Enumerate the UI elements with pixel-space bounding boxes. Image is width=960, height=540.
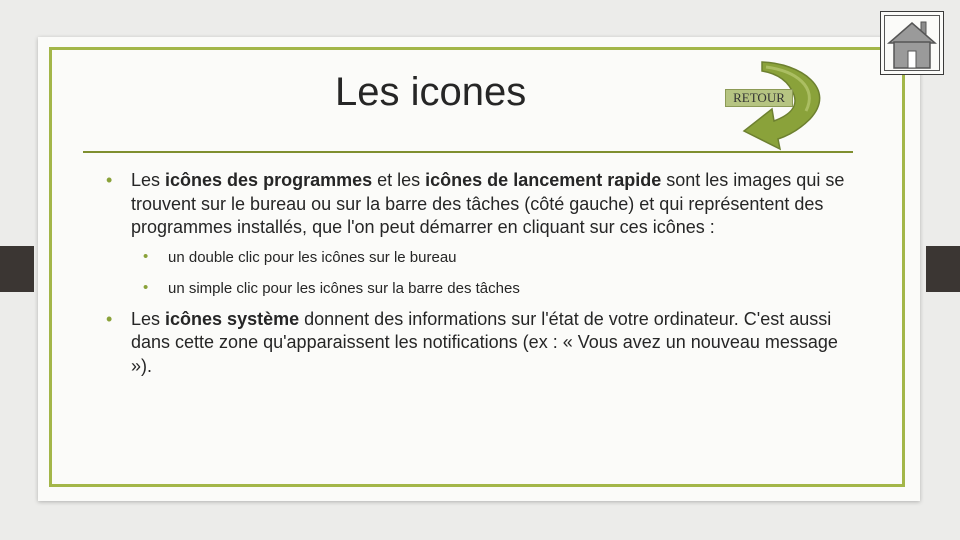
text: Les xyxy=(131,170,166,190)
sub-bullet-text: un simple clic pour les icônes sur la barre des tâches xyxy=(168,279,520,297)
bullet: • xyxy=(106,308,113,329)
sub-bullet-item xyxy=(93,248,853,268)
bullet-item-system-icons xyxy=(93,308,853,379)
home-frame xyxy=(884,15,940,71)
right-side-tab xyxy=(926,246,960,292)
retour-label: RETOUR xyxy=(725,89,793,107)
slide-title: Les icones xyxy=(335,70,527,114)
retour-button[interactable] xyxy=(722,59,826,151)
emphasis: icônes des programmes xyxy=(165,170,373,190)
text: donnent des informations sur l'état de votre ordinateur. C'est aussi dans cette zone qu'apparaissent les notifications (ex : « Vous avez un nouveau message »). xyxy=(131,308,838,376)
bullet: • xyxy=(106,170,113,190)
text: sont les images qui se trouvent sur le bureau ou sur la barre des tâches (côté gauche) et qui représentent des programmes installés, que l'on peut démarrer en cliquant sur ces icônes : xyxy=(131,170,845,237)
bullet-item-program-icons xyxy=(93,169,853,240)
emphasis: icônes de lancement rapide xyxy=(425,170,662,190)
title-divider xyxy=(83,151,853,153)
left-side-tab xyxy=(0,246,34,292)
slide-content xyxy=(93,169,853,378)
emphasis: icônes système xyxy=(165,308,300,329)
sub-bullet-item xyxy=(93,279,853,299)
home-icon xyxy=(885,16,939,70)
sub-bullet-text: un double clic pour les icônes sur le bureau xyxy=(168,248,457,266)
text: et les xyxy=(372,170,426,190)
sub-bullet: • xyxy=(143,278,149,296)
home-button[interactable] xyxy=(880,11,944,75)
sub-bullet: • xyxy=(143,247,149,265)
text: Les xyxy=(131,308,166,329)
